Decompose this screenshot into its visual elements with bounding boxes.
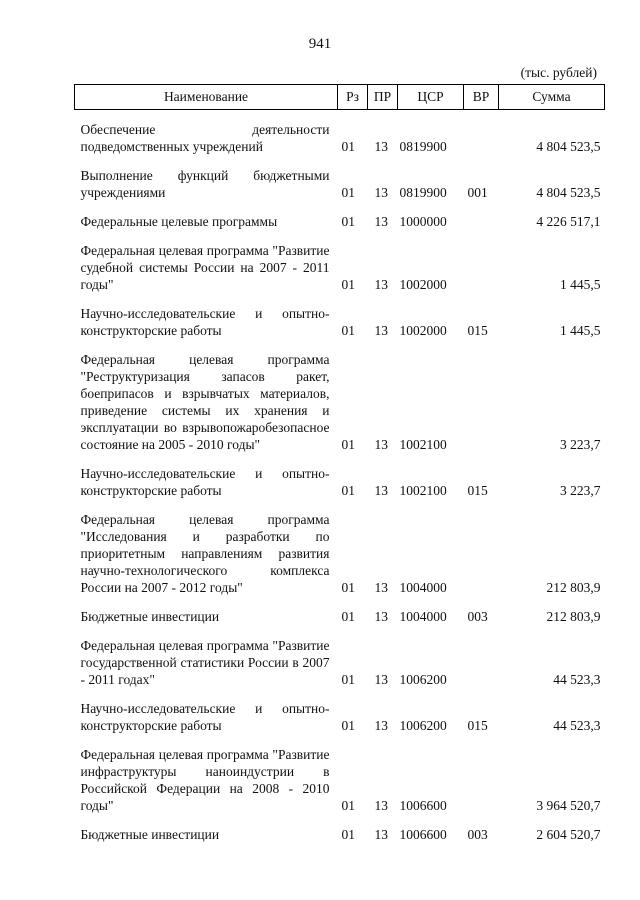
row-sum: 3 223,7: [560, 483, 601, 498]
header-name: Наименование: [75, 85, 338, 110]
header-csr: ЦСР: [398, 85, 464, 110]
header-vr: ВР: [464, 85, 499, 110]
row-rz: 01: [341, 827, 355, 842]
row-rz: 01: [341, 437, 355, 452]
table-row: [75, 453, 605, 499]
row-sum: 212 803,9: [546, 609, 601, 624]
row-csr: 1004000: [399, 580, 447, 595]
row-rz: 01: [341, 580, 355, 595]
table-header-row: [75, 85, 605, 110]
row-name: Федеральная целевая программа "Развитие государственной статистики России в 2007 - 2011 годах": [80, 638, 330, 687]
row-pr: 13: [374, 437, 388, 452]
row-rz: 01: [341, 214, 355, 229]
header-rz: Рз: [338, 85, 368, 110]
row-vr: [464, 499, 499, 596]
row-rz: 01: [341, 277, 355, 292]
row-sum: 2 604 520,7: [536, 827, 601, 842]
row-sum: 3 964 520,7: [536, 798, 601, 813]
row-name: Научно-исследовательские и опытно-конструкторские работы: [80, 701, 330, 733]
row-vr: [464, 734, 499, 814]
row-pr: 13: [374, 718, 388, 733]
table-row: [75, 688, 605, 734]
row-csr: 1000000: [399, 214, 447, 229]
row-csr: 1002100: [399, 437, 447, 452]
table-row: [75, 110, 605, 156]
row-vr: [464, 230, 499, 293]
table-row: [75, 339, 605, 453]
header-sum: Сумма: [499, 85, 605, 110]
row-csr: 1006200: [399, 672, 447, 687]
row-name: Выполнение функций бюджетными учреждениями: [80, 168, 330, 200]
row-rz: 01: [341, 185, 355, 200]
table-row: [75, 201, 605, 230]
row-name: Федеральная целевая программа "Развитие инфраструктуры наноиндустрии в Российской Федерации на 2008 - 2010 годы": [80, 747, 330, 813]
row-sum: 4 804 523,5: [536, 139, 601, 154]
row-csr: 1006600: [399, 798, 447, 813]
row-sum: 3 223,7: [560, 437, 601, 452]
row-csr: 1006600: [399, 827, 447, 842]
row-name: Бюджетные инвестиции: [80, 827, 220, 842]
row-vr: 001: [467, 185, 488, 200]
table-row: [75, 734, 605, 814]
row-csr: 0819900: [399, 185, 447, 200]
row-rz: 01: [341, 718, 355, 733]
budget-table: [74, 84, 605, 843]
row-sum: 212 803,9: [546, 580, 601, 595]
row-name: Научно-исследовательские и опытно-конструкторские работы: [80, 466, 330, 498]
row-pr: 13: [374, 139, 388, 154]
row-pr: 13: [374, 185, 388, 200]
table-row: [75, 499, 605, 596]
row-name: Научно-исследовательские и опытно-конструкторские работы: [80, 306, 330, 338]
row-rz: 01: [341, 672, 355, 687]
page-number: 941: [308, 36, 332, 52]
row-name: Федеральная целевая программа "Развитие судебной системы России на 2007 - 2011 годы": [80, 243, 330, 292]
row-vr: [464, 110, 499, 156]
row-name: Федеральные целевые программы: [80, 214, 278, 229]
row-sum: 44 523,3: [553, 672, 601, 687]
row-sum: 44 523,3: [553, 718, 601, 733]
row-sum: 4 226 517,1: [536, 214, 601, 229]
table-row: [75, 596, 605, 625]
row-pr: 13: [374, 798, 388, 813]
row-vr: [464, 201, 499, 230]
row-sum: 1 445,5: [560, 323, 601, 338]
row-csr: 1002000: [399, 277, 447, 292]
row-pr: 13: [374, 277, 388, 292]
row-rz: 01: [341, 483, 355, 498]
row-vr: [464, 339, 499, 453]
units-label: (тыс. рублей): [520, 65, 597, 80]
table-row: [75, 293, 605, 339]
row-vr: 015: [467, 483, 488, 498]
row-vr: [464, 625, 499, 688]
row-pr: 13: [374, 672, 388, 687]
row-vr: 015: [467, 323, 488, 338]
row-csr: 1002100: [399, 483, 447, 498]
row-sum: 1 445,5: [560, 277, 601, 292]
row-vr: 003: [467, 827, 488, 842]
row-rz: 01: [341, 609, 355, 624]
table-row: [75, 155, 605, 201]
header-pr: ПР: [368, 85, 398, 110]
table-row: [75, 814, 605, 843]
row-name: Федеральная целевая программа "Исследования и разработки по приоритетным направлениям развития научно-технологического комплекса России на 2007 - 2012 годы": [80, 512, 330, 595]
row-csr: 1004000: [399, 609, 447, 624]
row-sum: 4 804 523,5: [536, 185, 601, 200]
row-pr: 13: [374, 323, 388, 338]
row-name: Бюджетные инвестиции: [80, 609, 220, 624]
row-pr: 13: [374, 214, 388, 229]
row-pr: 13: [374, 827, 388, 842]
table-row: [75, 230, 605, 293]
row-vr: 015: [467, 718, 488, 733]
table-row: [75, 625, 605, 688]
row-rz: 01: [341, 323, 355, 338]
row-pr: 13: [374, 580, 388, 595]
row-csr: 1002000: [399, 323, 447, 338]
row-csr: 1006200: [399, 718, 447, 733]
row-name: Федеральная целевая программа "Реструктуризация запасов ракет, боеприпасов и взрывчатых материалов, приведение системы их хранения и эксплуатации во взрывопожаробезопасное состояние на 2005 - 2010 годы": [80, 352, 330, 452]
row-rz: 01: [341, 798, 355, 813]
row-pr: 13: [374, 609, 388, 624]
row-rz: 01: [341, 139, 355, 154]
row-vr: 003: [467, 609, 488, 624]
row-pr: 13: [374, 483, 388, 498]
row-csr: 0819900: [399, 139, 447, 154]
row-name: Обеспечение деятельности подведомственных учреждений: [80, 122, 330, 154]
